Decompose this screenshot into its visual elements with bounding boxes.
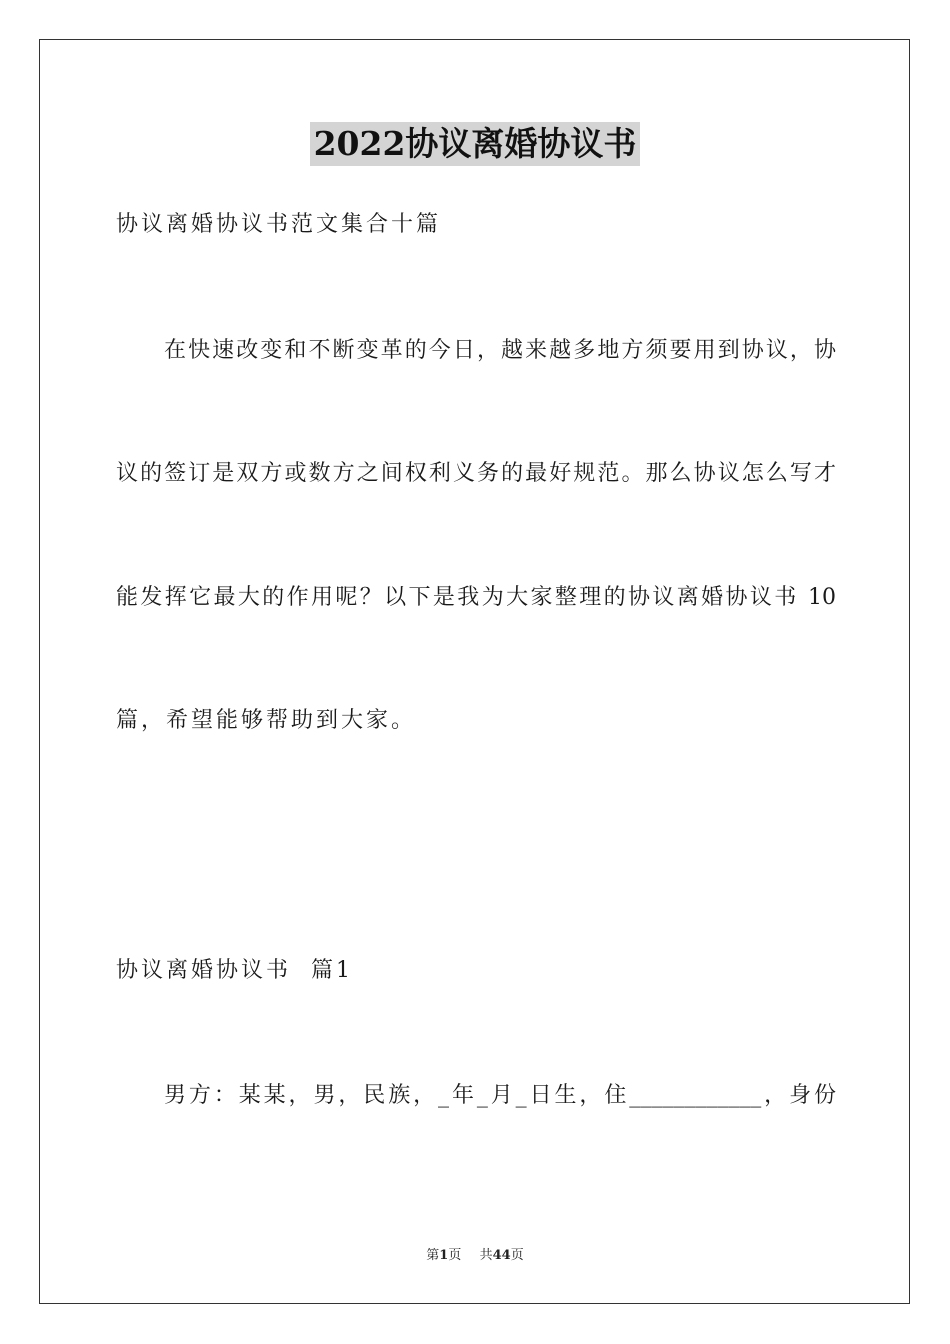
title-container: [0, 122, 950, 166]
document-title: 2022协议离婚协议书: [310, 122, 641, 166]
intro-line-4: 篇，希望能够帮助到大家。: [116, 708, 417, 733]
intro-line-1: 在快速改变和不断变革的今日，越来越多地方须要用到协议，协: [164, 338, 836, 363]
section-heading: 协议离婚协议书 篇1: [116, 958, 353, 983]
footer-page-number: 1: [439, 1248, 449, 1263]
document-subtitle: 协议离婚协议书范文集合十篇: [116, 212, 442, 237]
section-line-1: 男方：某某，男，民族，_年_月_日生，住____________，身份: [164, 1083, 836, 1108]
footer-total-prefix: 共: [479, 1248, 493, 1263]
page-footer: [0, 1247, 950, 1265]
intro-line-3: 能发挥它最大的作用呢？以下是我为大家整理的协议离婚协议书 10: [116, 585, 836, 610]
footer-total-pages: 44: [492, 1248, 511, 1263]
footer-total-suffix: 页: [510, 1248, 524, 1263]
footer-page-suffix: 页: [448, 1248, 462, 1263]
footer-page-prefix: 第: [426, 1248, 440, 1263]
intro-line-2: 议的签订是双方或数方之间权利义务的最好规范。那么协议怎么写才: [116, 461, 836, 486]
